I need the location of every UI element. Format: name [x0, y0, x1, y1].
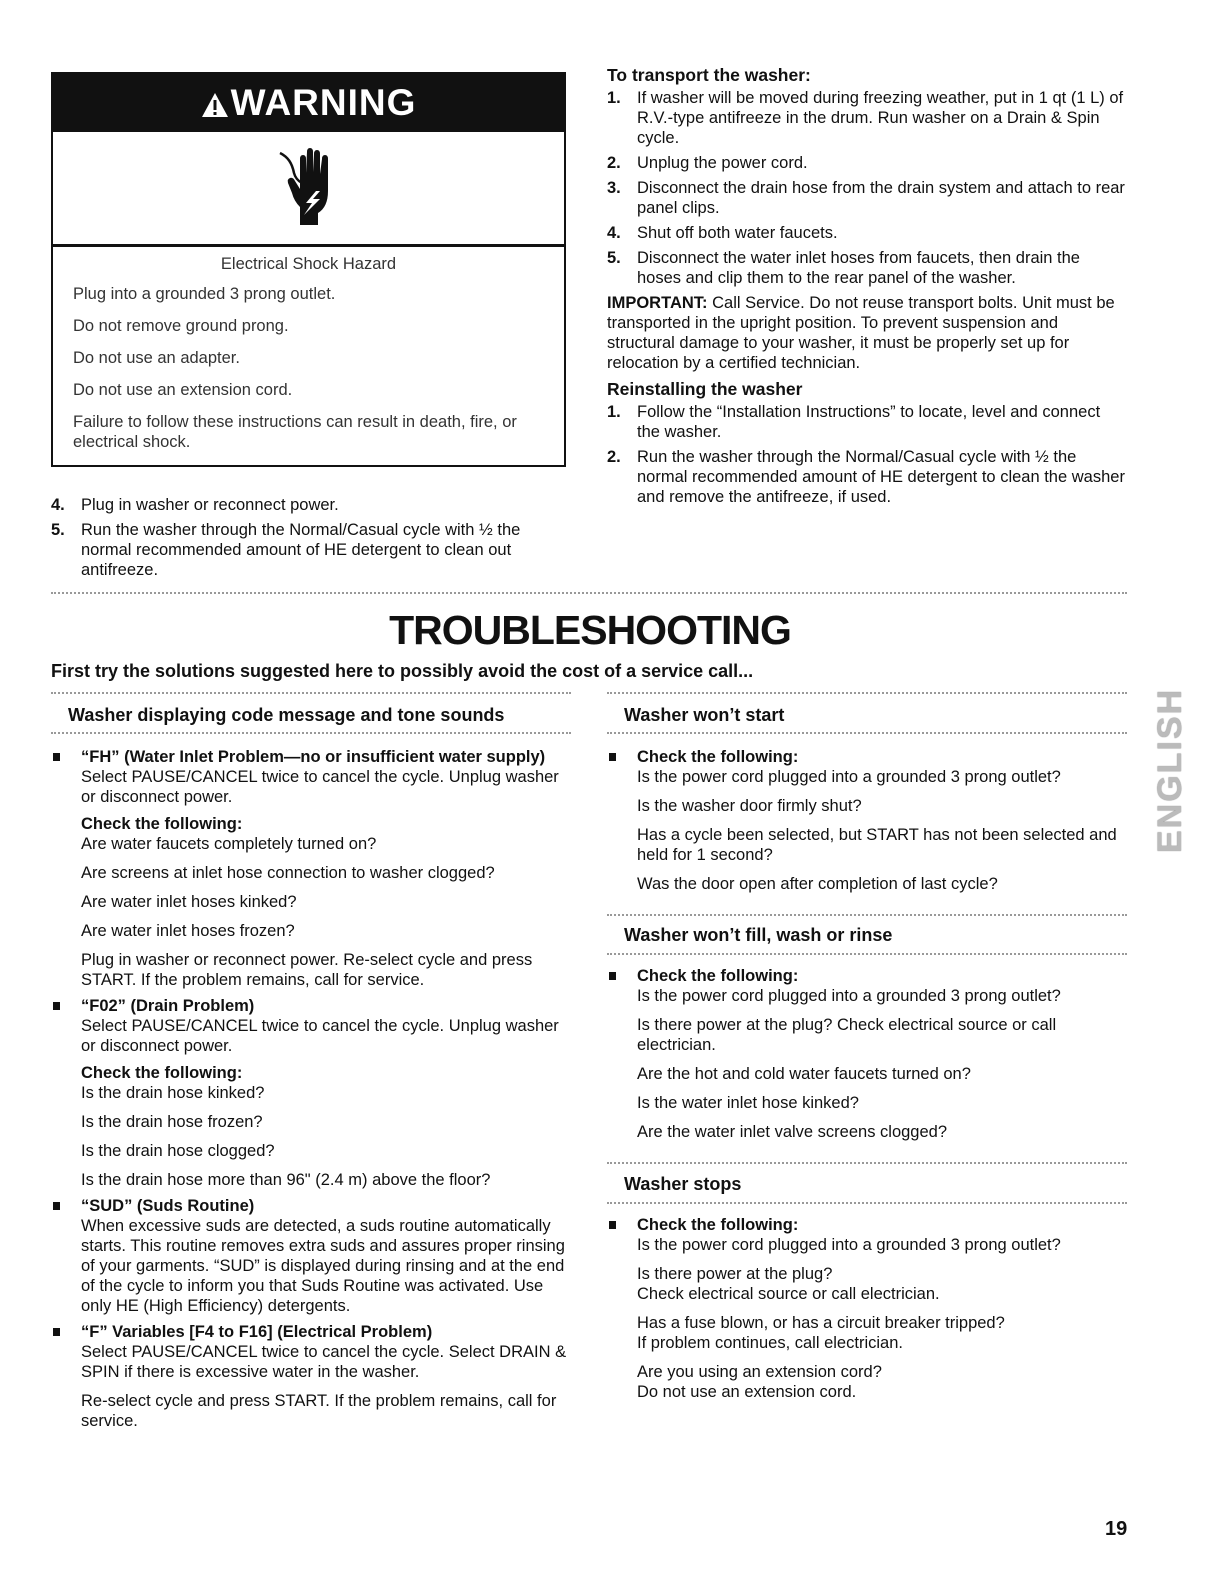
check-label: Check the following:: [637, 748, 799, 766]
step-text: Plug in washer or reconnect power.: [81, 496, 339, 514]
f02-check: Is the drain hose clogged?: [81, 1142, 275, 1160]
reconnect-steps: [51, 495, 566, 585]
warning-icon-area: [53, 132, 564, 247]
step-number: 3.: [607, 179, 621, 197]
check-label: Check the following:: [637, 967, 799, 985]
washer-stops-check: Is there power at the plug?: [637, 1265, 833, 1283]
important-note: [607, 293, 1127, 373]
wont-start-item: [607, 747, 1132, 894]
step-number: 2.: [607, 154, 621, 172]
wont-fill-check: Is the power cord plugged into a grounded 3 prong outlet?: [637, 987, 1061, 1005]
reinstall-steps: [607, 402, 1127, 507]
wont-fill-check: Is the water inlet hose kinked?: [637, 1094, 859, 1112]
step-text: If washer will be moved during freezing weather, put in 1 qt (1 L) of R.V.-type antifreeze in the drum. Run washer on a Drain & Spin cycle.: [637, 89, 1124, 147]
washer-stops-check: Do not use an extension cord.: [637, 1383, 857, 1401]
sud-text: When excessive suds are detected, a suds routine automatically starts. This routine removes extra suds and assures proper rinsing of your garments. “SUD” is displayed during rinsing and at the end of the cycle to inform you that Suds Routine was activated. Use only HE (High Efficiency) detergents.: [81, 1217, 565, 1315]
warning-line: Do not use an extension cord.: [73, 381, 293, 399]
step-text: Shut off both water faucets.: [637, 224, 838, 242]
washer-stops-section: [607, 1215, 1132, 1402]
fh-check: Are water inlet hoses kinked?: [81, 893, 297, 911]
fh-check: Are water inlet hoses frozen?: [81, 922, 295, 940]
sud-heading: “SUD” (Suds Routine): [81, 1197, 255, 1215]
step-text: Run the washer through the Normal/Casual cycle with ½ the normal recommended amount of HE detergent to clean out antifreeze.: [81, 521, 521, 579]
step-number: 2.: [607, 448, 621, 466]
bullet-icon: [609, 753, 616, 761]
step-number: 4.: [607, 224, 621, 242]
wont-start-check: Is the power cord plugged into a grounded 3 prong outlet?: [637, 768, 1061, 786]
step-item: [607, 88, 1127, 148]
step-item: [607, 223, 1127, 243]
bullet-icon: [609, 972, 616, 980]
bullet-icon: [53, 753, 60, 761]
fh-heading: “FH” (Water Inlet Problem—no or insufficient water supply): [81, 748, 546, 766]
step-text: Follow the “Installation Instructions” to locate, level and connect the washer.: [637, 403, 1101, 441]
heading-rule: [607, 1162, 1127, 1164]
step-text: Disconnect the drain hose from the drain system and attach to rear panel clips.: [637, 179, 1125, 217]
page-intro: First try the solutions suggested here to possibly avoid the cost of a service call...: [51, 661, 754, 681]
warning-box: [51, 72, 566, 467]
step-number: 1.: [607, 89, 621, 107]
step-number: 1.: [607, 403, 621, 421]
code-message-heading: Washer displaying code message and tone sounds: [68, 705, 505, 725]
bullet-icon: [609, 1221, 616, 1229]
fh-text: Select PAUSE/CANCEL twice to cancel the cycle. Unplug washer or disconnect power.: [81, 768, 559, 806]
language-label: ENGLISH: [1151, 687, 1189, 853]
step-number: 5.: [607, 249, 621, 267]
heading-rule: [607, 953, 1127, 955]
warning-line: Failure to follow these instructions can result in death, fire, or electrical shock.: [73, 413, 517, 451]
section-divider: [51, 592, 1127, 594]
heading-rule: [607, 914, 1127, 916]
f02-check: Is the drain hose frozen?: [81, 1113, 263, 1131]
step-item: [607, 248, 1127, 288]
fh-item: [51, 747, 576, 990]
check-label: Check the following:: [637, 1216, 799, 1234]
wont-start-check: Has a cycle been selected, but START has not been selected and held for 1 second?: [637, 826, 1117, 864]
step-number: 5.: [51, 521, 65, 539]
heading-rule: [51, 692, 571, 694]
f02-heading: “F02” (Drain Problem): [81, 997, 255, 1015]
step-item: [607, 447, 1127, 507]
washer-stops-heading: Washer stops: [624, 1174, 742, 1194]
step-text: Run the washer through the Normal/Casual cycle with ½ the normal recommended amount of HE detergent to clean the washer and remove the antifreeze, if used.: [637, 448, 1125, 506]
wont-start-heading: Washer won’t start: [624, 705, 785, 725]
electric-shock-hand-icon: [278, 147, 346, 227]
transport-section: [607, 64, 1127, 512]
washer-stops-check: Are you using an extension cord?: [637, 1363, 882, 1381]
heading-rule: [607, 1202, 1127, 1204]
warning-line: Plug into a grounded 3 prong outlet.: [73, 285, 336, 303]
wont-fill-item: [607, 966, 1132, 1142]
washer-stops-check: Has a fuse blown, or has a circuit breaker tripped?: [637, 1314, 1005, 1332]
step-item: [607, 402, 1127, 442]
fh-check: Are screens at inlet hose connection to washer clogged?: [81, 864, 495, 882]
f02-item: [51, 996, 576, 1190]
check-label: Check the following:: [81, 815, 243, 833]
washer-stops-check: Is the power cord plugged into a grounded 3 prong outlet?: [637, 1236, 1061, 1254]
step-text: Unplug the power cord.: [637, 154, 808, 172]
f02-check: Is the drain hose more than 96" (2.4 m) above the floor?: [81, 1171, 491, 1189]
wont-fill-check: Is there power at the plug? Check electrical source or call electrician.: [637, 1016, 1057, 1054]
code-message-section: [51, 747, 576, 1431]
step-item: [51, 520, 566, 580]
step-number: 4.: [51, 496, 65, 514]
heading-rule: [51, 732, 571, 734]
heading-rule: [607, 692, 1127, 694]
page-title: TROUBLESHOOTING: [389, 607, 791, 653]
step-item: [51, 495, 566, 515]
f02-check: Is the drain hose kinked?: [81, 1084, 265, 1102]
bullet-icon: [53, 1328, 60, 1336]
wont-fill-heading: Washer won’t fill, wash or rinse: [624, 925, 893, 945]
warning-line: Do not remove ground prong.: [73, 317, 289, 335]
warning-header: [53, 74, 564, 132]
warning-body: [73, 254, 544, 464]
important-label: IMPORTANT:: [607, 294, 708, 312]
bullet-icon: [53, 1002, 60, 1010]
transport-steps: [607, 88, 1127, 288]
transport-heading: To transport the washer:: [607, 65, 811, 85]
f02-text: Select PAUSE/CANCEL twice to cancel the cycle. Unplug washer or disconnect power.: [81, 1017, 559, 1055]
washer-stops-check: Check electrical source or call electrician.: [637, 1285, 940, 1303]
wont-fill-check: Are the hot and cold water faucets turned on?: [637, 1065, 971, 1083]
step-text: Disconnect the water inlet hoses from faucets, then drain the hoses and clip them to the rear panel of the washer.: [637, 249, 1080, 287]
page-number: 19: [1105, 1518, 1128, 1540]
wont-start-check: Was the door open after completion of last cycle?: [637, 875, 998, 893]
important-text: Call Service. Do not reuse transport bolts. Unit must be transported in the upright position. To prevent suspension and structural damage to your washer, it must be properly set up for relocation by a certified technician.: [607, 294, 1115, 372]
wont-start-section: [607, 747, 1132, 894]
washer-stops-check: If problem continues, call electrician.: [637, 1334, 903, 1352]
washer-stops-item: [607, 1215, 1132, 1402]
warning-line: Do not use an adapter.: [73, 349, 240, 367]
sud-item: [51, 1196, 576, 1316]
check-label: Check the following:: [81, 1064, 243, 1082]
fh-check: Are water faucets completely turned on?: [81, 835, 377, 853]
f-variables-text: Select PAUSE/CANCEL twice to cancel the cycle. Select DRAIN & SPIN if there is excessive water in the washer.: [81, 1343, 567, 1381]
fh-check: Plug in washer or reconnect power. Re-select cycle and press START. If the problem remains, call for service.: [81, 951, 533, 989]
warning-hazard: Electrical Shock Hazard: [220, 255, 397, 273]
warning-title: WARNING: [230, 82, 417, 123]
step-item: [607, 153, 1127, 173]
bullet-icon: [53, 1202, 60, 1210]
warning-triangle-icon: [201, 92, 229, 118]
wont-fill-section: [607, 966, 1132, 1142]
wont-fill-check: Are the water inlet valve screens clogged?: [637, 1123, 948, 1141]
f-variables-heading: “F” Variables [F4 to F16] (Electrical Problem): [81, 1323, 433, 1341]
heading-rule: [607, 732, 1127, 734]
f-variables-text: Re-select cycle and press START. If the problem remains, call for service.: [81, 1392, 557, 1430]
wont-start-check: Is the washer door firmly shut?: [637, 797, 862, 815]
language-side-tab: [1151, 573, 1189, 853]
reinstall-heading: Reinstalling the washer: [607, 379, 803, 399]
f-variables-item: [51, 1322, 576, 1431]
step-item: [607, 178, 1127, 218]
